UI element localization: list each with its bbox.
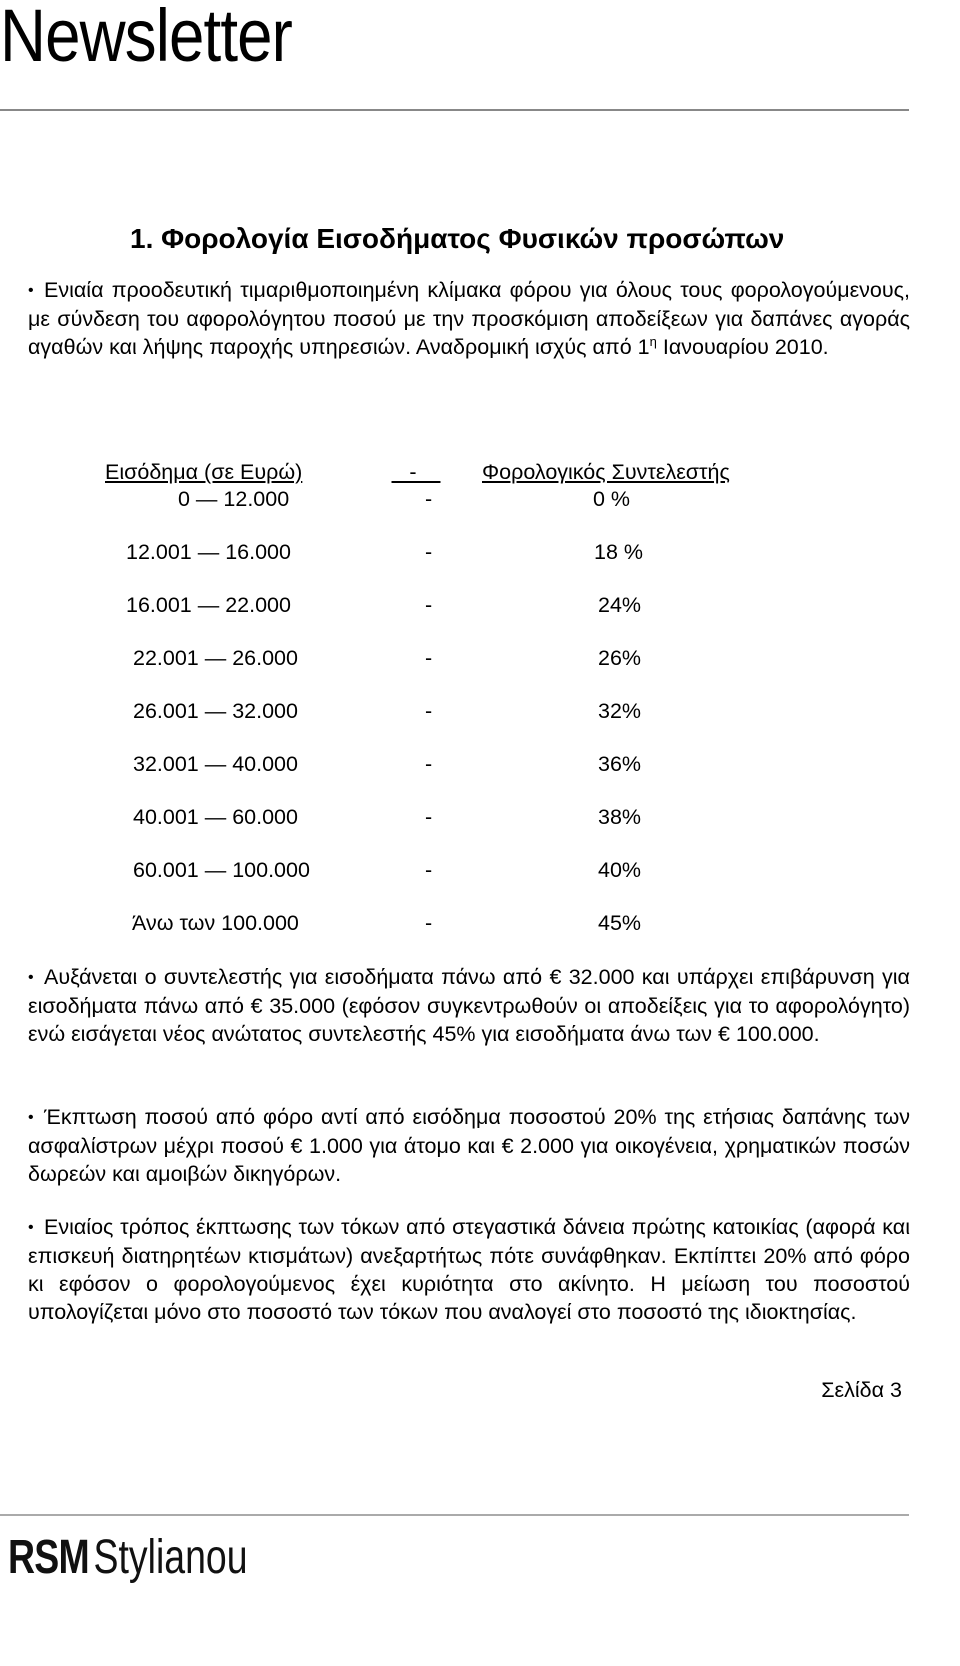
income-range: 60.001 — 100.000 [133,858,310,882]
income-range: 16.001 — 22.000 [126,593,291,617]
tax-rate: 40% [598,858,642,882]
tax-rate: 38% [598,805,642,829]
tax-rate: 32% [598,699,642,723]
brand-logo [8,1528,248,1588]
page-number: Σελίδα 3 [821,1378,902,1402]
income-range: 0 — 12.000 [178,487,290,511]
paragraph-text: Έκπτωση ποσού από φόρο αντί από εισόδημα ποσοστού 20% της ετήσιας δαπάνης των ασφαλίστρων μέχρι ποσού € 1.000 για άτομο και € 2.000 για οικογένεια, χρηματικών ποσών δωρεών και αμοιβών δικηγόρων. [28,1105,910,1186]
tax-table-row [0,593,960,623]
column-header-rate: Φορολογικός Συντελεστής [482,460,730,484]
row-separator: - [425,911,433,935]
header-divider [0,109,909,111]
column-header-income: Εισόδημα (σε Ευρώ) [105,460,303,484]
tax-table-row [0,646,960,676]
paragraph-text: Ενιαίος τρόπος έκπτωσης των τόκων από στεγαστικά δάνεια πρώτης κατοικίας (αφορά και επισκευή διατηρητέων κτισμάτων) ανεξαρτήτως πότε συνάφθηκαν. Εκπίπτει 20% από φόρο κι εφόσον ο φορολογούμενος έχει κυριότητα στο ακίνητο. Η μείωση του ποσοστού υπολογίζεται μόνο στο ποσοστό των τόκων που αναλογεί στο ποσοστό της ιδιοκτησίας. [28,1215,910,1324]
tax-rate: 26% [598,646,642,670]
income-range: 26.001 — 32.000 [133,699,298,723]
tax-rate: 36% [598,752,642,776]
brand-logo-rsm: RSM [8,1531,89,1584]
row-separator: - [425,593,433,617]
footer-divider [0,1514,909,1516]
tax-table-row [0,752,960,782]
paragraph-flat-tax-scale [28,276,910,361]
bullet-icon: • [28,282,34,299]
tax-rate: 24% [598,593,642,617]
income-range: 12.001 — 16.000 [126,540,291,564]
row-separator: - [425,646,433,670]
paragraph-text: Αυξάνεται ο συντελεστής για εισοδήματα πάνω από € 32.000 και υπάρχει επιβάρυνση για εισοδήματα πάνω από € 35.000 (εφόσον συγκεντρωθούν οι αποδείξεις για το αφορολόγητο) ενώ εισάγεται νέος ανώτατος συντελεστής 45% για εισοδήματα άνω των € 100.000. [28,965,910,1046]
tax-table-row [0,805,960,835]
tax-rate: 18 % [594,540,644,564]
tax-rate: 45% [598,911,642,935]
bullet-icon: • [28,1109,34,1126]
section-title: 1. Φορολογία Εισοδήματος Φυσικών προσώπων [130,223,785,254]
income-range: Άνω των 100.000 [132,911,299,935]
tax-table-row [0,858,960,888]
income-range: 40.001 — 60.000 [133,805,298,829]
paragraph-insurance-deduction [28,1103,910,1188]
row-separator: - [425,540,433,564]
row-separator: - [425,487,433,511]
tax-table-row [0,699,960,729]
paragraph-text-tail: Ιανουαρίου 2010. [656,335,829,359]
paragraph-rate-increase [28,963,910,1048]
bullet-icon: • [28,969,34,986]
row-separator: - [425,699,433,723]
income-range: 22.001 — 26.000 [133,646,298,670]
row-separator: - [425,858,433,882]
row-separator: - [425,805,433,829]
bullet-icon: • [28,1219,34,1236]
column-header-separator: - [391,460,441,484]
paragraph-text: Ενιαία προοδευτική τιμαριθμοποιημένη κλίμακα φόρου για όλους τους φορολογούμενους, με σύνδεση του αφορολόγητου ποσού με την προσκόμιση αποδείξεων για δαπάνες αγοράς αγαθών και λήψης παροχής υπηρεσιών. Αναδρομική ισχύς από 1 [28,278,910,359]
tax-rate: 0 % [593,487,631,511]
row-separator: - [425,752,433,776]
newsletter-title: Newsletter [0,0,293,77]
tax-table-row [0,540,960,570]
income-range: 32.001 — 40.000 [133,752,298,776]
ordinal-superscript: η [649,333,657,349]
page-header [0,0,960,115]
tax-table-row [0,487,960,517]
tax-table-row [0,911,960,941]
paragraph-mortgage-interest [28,1213,910,1326]
brand-logo-name: Stylianou [93,1531,248,1584]
